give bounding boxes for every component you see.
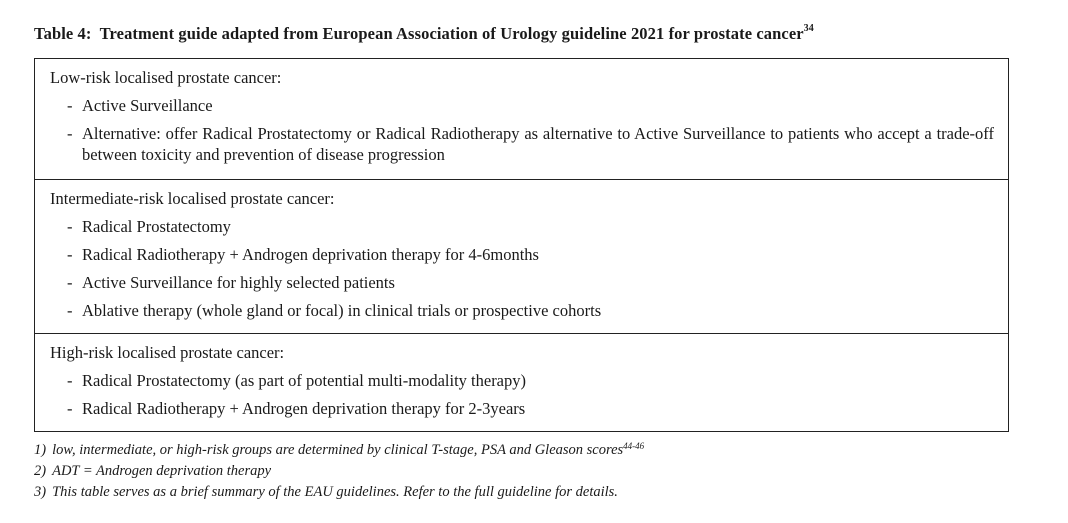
list-item-text: Ablative therapy (whole gland or focal) in clinical trials or prospective cohorts: [82, 301, 602, 320]
list-item-text: Radical Radiotherapy + Androgen deprivation therapy for 2-3years: [82, 399, 526, 418]
list-item-text: Active Surveillance: [82, 96, 213, 115]
treatment-table: [34, 58, 1009, 432]
footnote-number: 2): [34, 463, 47, 479]
list-item-text: Active Surveillance for highly selected patients: [82, 273, 395, 292]
bullet-dash: -: [67, 273, 73, 292]
footnote-number: 3): [34, 484, 47, 500]
bullet-dash: -: [67, 301, 73, 320]
bullet-dash: -: [67, 371, 73, 390]
bullet-dash: -: [67, 124, 73, 143]
list-item: [50, 398, 994, 419]
table-caption: [34, 24, 814, 44]
table-section-low-risk: [35, 59, 1008, 180]
list-item: [50, 95, 994, 116]
footnote-text: ADT = Androgen deprivation therapy: [52, 463, 272, 479]
bullet-dash: -: [67, 245, 73, 264]
footnote-text: This table serves as a brief summary of the EAU guidelines. Refer to the full guideline for details.: [52, 484, 618, 500]
footnote-reference: 44-46: [623, 441, 645, 451]
list-item-text: Radical Prostatectomy: [82, 217, 231, 236]
table-caption-title: Treatment guide adapted from European Association of Urology guideline 2021 for prostate cancer: [99, 24, 804, 43]
bullet-dash: -: [67, 399, 73, 418]
list-item-text: Alternative: offer Radical Prostatectomy or Radical Radiotherapy as alternative to Active Surveillance to patients who accept a trade-off between toxicity and prevention of disease progression: [82, 124, 994, 164]
footnote-text: low, intermediate, or high-risk groups are determined by clinical T-stage, PSA and Gleason scores: [52, 442, 624, 458]
list-item: [50, 244, 994, 265]
section-heading: Low-risk localised prostate cancer:: [50, 68, 282, 87]
bullet-dash: -: [67, 217, 73, 236]
section-heading: High-risk localised prostate cancer:: [50, 343, 285, 362]
list-item: [50, 300, 994, 321]
table-footnotes: [34, 440, 644, 503]
list-item-text: Radical Radiotherapy + Androgen deprivation therapy for 4-6months: [82, 245, 539, 264]
list-item: [50, 370, 994, 391]
footnote-number: 1): [34, 442, 47, 458]
table-caption-reference: 34: [803, 22, 814, 34]
list-item: [50, 123, 994, 165]
table-caption-label: Table 4:: [34, 24, 92, 43]
table-section-intermediate-risk: [35, 180, 1008, 334]
list-item-text: Radical Prostatectomy (as part of potential multi-modality therapy): [82, 371, 527, 390]
footnote: [34, 461, 644, 482]
list-item: [50, 272, 994, 293]
footnote: [34, 440, 644, 461]
footnote: [34, 482, 644, 503]
list-item: [50, 216, 994, 237]
bullet-dash: -: [67, 96, 73, 115]
table-section-high-risk: [35, 334, 1008, 431]
section-heading: Intermediate-risk localised prostate cancer:: [50, 189, 335, 208]
